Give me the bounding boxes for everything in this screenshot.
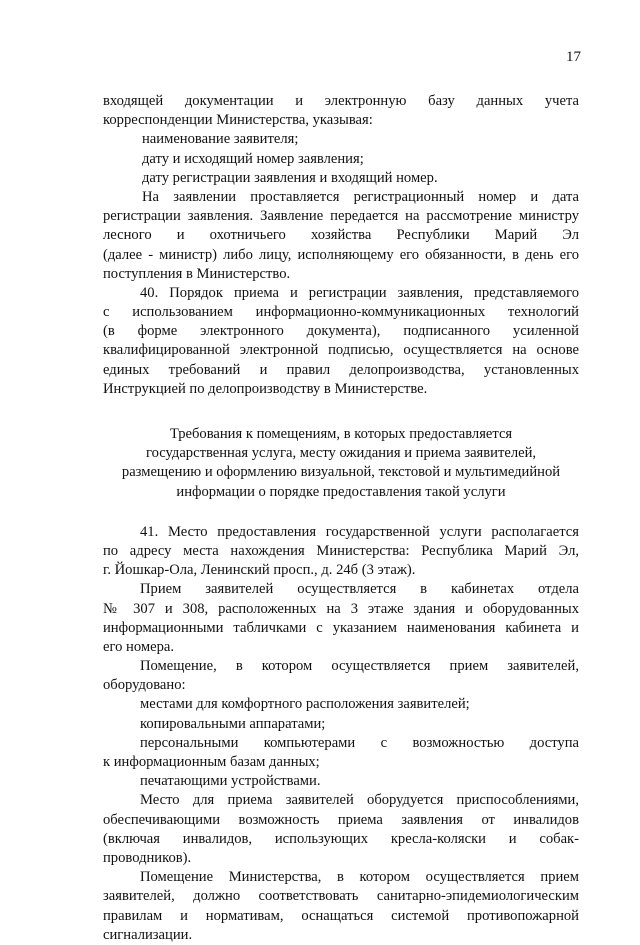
text-line: наименование заявителя; bbox=[142, 131, 299, 148]
text-line: г. Йошкар-Ола, Ленинский просп., д. 24б (3 этаж). bbox=[103, 562, 416, 579]
text-line: Место для приема заявителей оборудуется приспособлениями, bbox=[140, 792, 579, 809]
text-line: дату регистрации заявления и входящий номер. bbox=[142, 169, 438, 186]
text-line: заявителей, должно соответствовать санитарно-эпидемиологическим bbox=[103, 888, 579, 905]
section-heading-line: государственная услуга, месту ожидания и приема заявителей, bbox=[145, 445, 537, 462]
text-line: сигнализации. bbox=[103, 926, 193, 943]
text-line: (далее - министр) либо лицу, исполняющему его обязанности, в день его bbox=[103, 246, 579, 263]
text-line: входящей документации и электронную базу данных учета bbox=[103, 93, 579, 109]
text-line: проводников). bbox=[103, 849, 192, 866]
text-line: копировальными аппаратами; bbox=[140, 715, 326, 732]
text-line: корреспонденции Министерства, указывая: bbox=[103, 112, 373, 129]
text-line: Инструкцией по делопроизводству в Министерстве. bbox=[103, 380, 428, 397]
text-line: Помещение, в котором осуществляется прием заявителей, bbox=[140, 658, 579, 675]
text-line: лесного и охотничьего хозяйства Республики Марий Эл bbox=[103, 227, 579, 244]
section-heading-line: информации о порядке предоставления такой услуги bbox=[176, 483, 506, 500]
page-number: 17 bbox=[566, 49, 581, 65]
text-line: поступления в Министерство. bbox=[103, 265, 291, 282]
text-line: местами для комфортного расположения заявителей; bbox=[140, 696, 470, 713]
body-text bbox=[103, 92, 579, 945]
text-line: с использованием информационно-коммуникационных технологий bbox=[103, 304, 579, 321]
text-line: его номера. bbox=[103, 638, 175, 655]
text-line: к информационным базам данных; bbox=[103, 754, 320, 770]
text-line: 41. Место предоставления государственной услуги располагается bbox=[140, 523, 579, 540]
text-line: № 307 и 308, расположенных на 3 этаже здания и оборудованных bbox=[103, 600, 579, 617]
text-line: квалифицированной электронной подписью, осуществляется на основе bbox=[103, 342, 579, 359]
text-line: Прием заявителей осуществляется в кабинетах отдела bbox=[140, 581, 579, 598]
text-line: по адресу места нахождения Министерства: Республика Марий Эл, bbox=[103, 542, 579, 559]
text-line: Помещение Министерства, в котором осуществляется прием bbox=[140, 869, 579, 886]
text-line: персональными компьютерами с возможностью доступа bbox=[140, 734, 579, 751]
text-line: На заявлении проставляется регистрационный номер и дата bbox=[142, 188, 579, 205]
text-line: обеспечивающими возможность приема заявления от инвалидов bbox=[103, 811, 579, 828]
section-heading-line: Требования к помещениям, в которых предоставляется bbox=[169, 426, 513, 442]
text-line: оборудовано: bbox=[103, 677, 186, 694]
text-line: единых требований и правил делопроизводства, установленных bbox=[103, 361, 579, 378]
text-line: (в форме электронного документа), подписанного усиленной bbox=[103, 323, 579, 340]
text-line: (включая инвалидов, использующих кресла-коляски и собак- bbox=[103, 830, 579, 847]
text-line: регистрации заявления. Заявление передается на рассмотрение министру bbox=[103, 208, 579, 225]
paragraph-gap bbox=[103, 502, 579, 523]
text-line: 40. Порядок приема и регистрации заявления, представляемого bbox=[140, 284, 579, 301]
text-line: правилам и нормативам, оснащаться системой противопожарной bbox=[103, 907, 579, 924]
text-line: информационными табличками с указанием наименования кабинета и bbox=[103, 619, 579, 636]
paragraph-gap bbox=[103, 399, 579, 425]
text-line: дату и исходящий номер заявления; bbox=[142, 150, 364, 167]
section-heading-line: размещению и оформлению визуальной, текстовой и мультимедийной bbox=[121, 464, 561, 481]
text-line: печатающими устройствами. bbox=[140, 773, 321, 790]
